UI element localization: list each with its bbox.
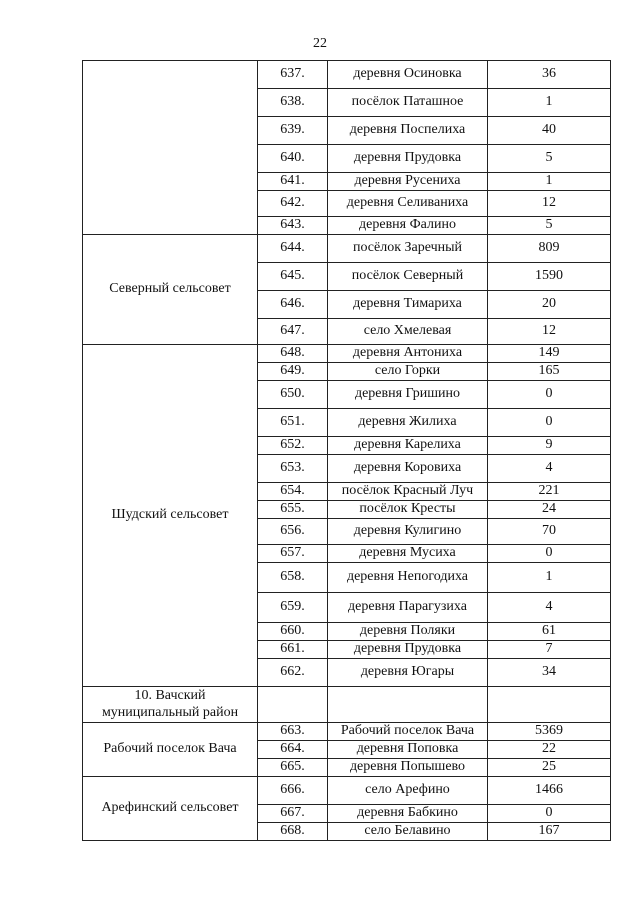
population-cell: 20: [488, 291, 611, 319]
row-number-cell: 652.: [258, 437, 328, 455]
row-number-cell: 640.: [258, 145, 328, 173]
row-number-cell: 667.: [258, 805, 328, 823]
settlement-name-cell: село Горки: [328, 363, 488, 381]
table-body: [83, 61, 611, 841]
settlement-name-cell: деревня Антониха: [328, 345, 488, 363]
table-row: [83, 687, 611, 723]
population-cell: 1466: [488, 777, 611, 805]
population-cell: 165: [488, 363, 611, 381]
row-number-cell: 642.: [258, 191, 328, 217]
row-number-cell: 657.: [258, 545, 328, 563]
population-cell: 70: [488, 519, 611, 545]
row-number-cell: 659.: [258, 593, 328, 623]
settlement-name-cell: деревня Прудовка: [328, 641, 488, 659]
population-cell: [488, 687, 611, 723]
row-number-cell: 646.: [258, 291, 328, 319]
population-cell: 0: [488, 409, 611, 437]
population-cell: 40: [488, 117, 611, 145]
population-cell: 4: [488, 455, 611, 483]
row-number-cell: 665.: [258, 759, 328, 777]
settlement-name-cell: село Арефино: [328, 777, 488, 805]
settlement-name-cell: деревня Жилиха: [328, 409, 488, 437]
row-number-cell: [258, 687, 328, 723]
settlement-name-cell: посёлок Кресты: [328, 501, 488, 519]
settlement-name-cell: деревня Селиваниха: [328, 191, 488, 217]
settlement-name-cell: деревня Поспелиха: [328, 117, 488, 145]
area-cell: Арефинский сельсовет: [83, 777, 258, 841]
settlement-name-cell: посёлок Заречный: [328, 235, 488, 263]
settlement-name-cell: деревня Попышево: [328, 759, 488, 777]
table-row: [83, 723, 611, 741]
population-cell: 25: [488, 759, 611, 777]
population-cell: 4: [488, 593, 611, 623]
page-number: 22: [313, 36, 327, 51]
row-number-cell: 661.: [258, 641, 328, 659]
settlement-name-cell: посёлок Северный: [328, 263, 488, 291]
population-cell: 9: [488, 437, 611, 455]
row-number-cell: 647.: [258, 319, 328, 345]
settlement-name-cell: деревня Коровиха: [328, 455, 488, 483]
population-cell: 22: [488, 741, 611, 759]
table-row: [83, 61, 611, 89]
population-cell: 1: [488, 89, 611, 117]
population-cell: 1: [488, 563, 611, 593]
settlement-name-cell: село Хмелевая: [328, 319, 488, 345]
row-number-cell: 654.: [258, 483, 328, 501]
row-number-cell: 638.: [258, 89, 328, 117]
row-number-cell: 666.: [258, 777, 328, 805]
table-row: [83, 235, 611, 263]
settlement-name-cell: деревня Прудовка: [328, 145, 488, 173]
row-number-cell: 668.: [258, 823, 328, 841]
row-number-cell: 656.: [258, 519, 328, 545]
population-cell: 0: [488, 545, 611, 563]
settlements-table: [82, 60, 611, 841]
settlement-name-cell: [328, 687, 488, 723]
row-number-cell: 649.: [258, 363, 328, 381]
row-number-cell: 660.: [258, 623, 328, 641]
population-cell: 1590: [488, 263, 611, 291]
population-cell: 167: [488, 823, 611, 841]
row-number-cell: 664.: [258, 741, 328, 759]
row-number-cell: 650.: [258, 381, 328, 409]
row-number-cell: 643.: [258, 217, 328, 235]
population-cell: 809: [488, 235, 611, 263]
settlement-name-cell: деревня Карелиха: [328, 437, 488, 455]
population-cell: 1: [488, 173, 611, 191]
row-number-cell: 645.: [258, 263, 328, 291]
row-number-cell: 637.: [258, 61, 328, 89]
population-cell: 5: [488, 217, 611, 235]
settlement-name-cell: деревня Осиновка: [328, 61, 488, 89]
population-cell: 221: [488, 483, 611, 501]
area-cell: [83, 61, 258, 235]
settlement-name-cell: деревня Бабкино: [328, 805, 488, 823]
settlement-name-cell: деревня Мусиха: [328, 545, 488, 563]
row-number-cell: 658.: [258, 563, 328, 593]
settlement-name-cell: деревня Гришино: [328, 381, 488, 409]
settlement-name-cell: деревня Непогодиха: [328, 563, 488, 593]
row-number-cell: 639.: [258, 117, 328, 145]
population-cell: 34: [488, 659, 611, 687]
settlement-name-cell: деревня Фалино: [328, 217, 488, 235]
population-cell: 5: [488, 145, 611, 173]
table-row: [83, 777, 611, 805]
row-number-cell: 653.: [258, 455, 328, 483]
settlement-name-cell: деревня Русениха: [328, 173, 488, 191]
settlement-name-cell: деревня Поповка: [328, 741, 488, 759]
population-cell: 7: [488, 641, 611, 659]
population-cell: 24: [488, 501, 611, 519]
row-number-cell: 655.: [258, 501, 328, 519]
population-cell: 0: [488, 805, 611, 823]
population-cell: 12: [488, 191, 611, 217]
row-number-cell: 644.: [258, 235, 328, 263]
table-row: [83, 345, 611, 363]
area-cell: Шудский сельсовет: [83, 345, 258, 687]
settlement-name-cell: деревня Кулигино: [328, 519, 488, 545]
area-cell: Рабочий поселок Вача: [83, 723, 258, 777]
row-number-cell: 648.: [258, 345, 328, 363]
row-number-cell: 651.: [258, 409, 328, 437]
row-number-cell: 662.: [258, 659, 328, 687]
population-cell: 5369: [488, 723, 611, 741]
population-cell: 149: [488, 345, 611, 363]
area-cell: Северный сельсовет: [83, 235, 258, 345]
population-cell: 36: [488, 61, 611, 89]
settlement-name-cell: деревня Поляки: [328, 623, 488, 641]
settlement-name-cell: Рабочий поселок Вача: [328, 723, 488, 741]
settlement-name-cell: деревня Югары: [328, 659, 488, 687]
population-cell: 12: [488, 319, 611, 345]
area-cell: 10. Вачский муниципальный район: [83, 687, 258, 723]
settlement-name-cell: посёлок Красный Луч: [328, 483, 488, 501]
settlement-name-cell: деревня Парагузиха: [328, 593, 488, 623]
population-cell: 61: [488, 623, 611, 641]
settlement-name-cell: деревня Тимариха: [328, 291, 488, 319]
settlement-name-cell: посёлок Паташное: [328, 89, 488, 117]
settlement-name-cell: село Белавино: [328, 823, 488, 841]
population-cell: 0: [488, 381, 611, 409]
row-number-cell: 663.: [258, 723, 328, 741]
row-number-cell: 641.: [258, 173, 328, 191]
